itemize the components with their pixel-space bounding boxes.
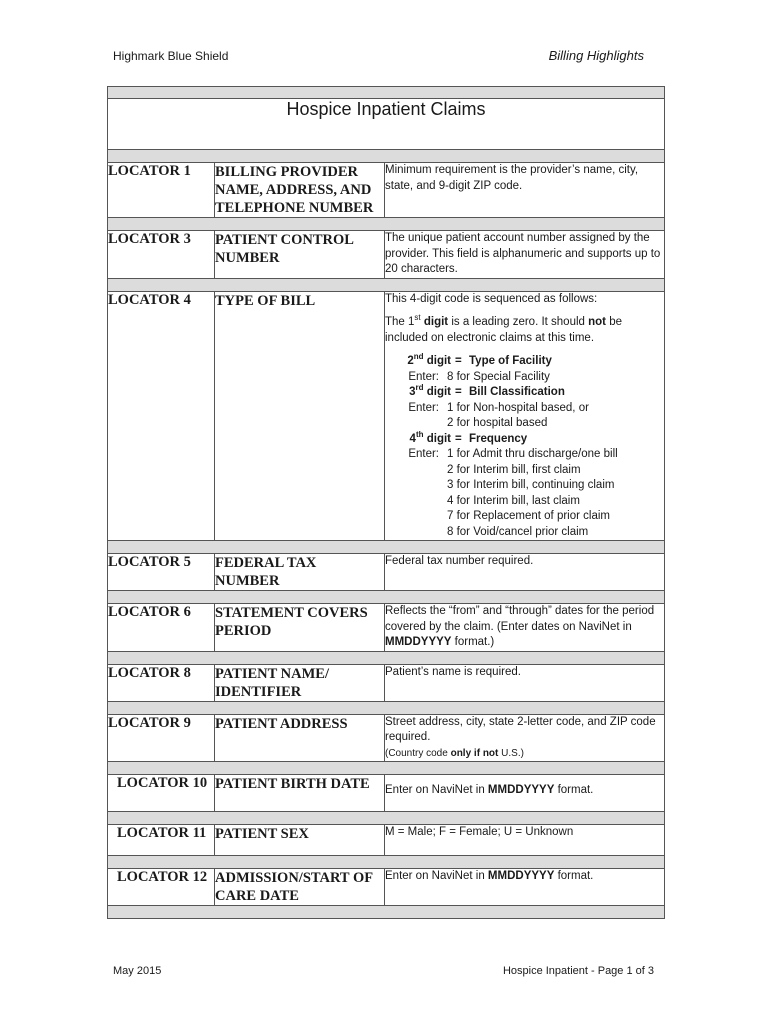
field-description: Enter on NaviNet in MMDDYYYY format. <box>385 868 665 905</box>
locator-label: LOCATOR 6 <box>108 604 215 652</box>
table-row <box>108 664 665 701</box>
table-row <box>108 163 665 218</box>
digit-entry: Enter: 1 for Admit thru discharge/one bill <box>408 448 618 460</box>
locator-label: LOCATOR 5 <box>108 554 215 591</box>
field-description: M = Male; F = Female; U = Unknown <box>385 824 665 855</box>
field-name: BILLING PROVIDER NAME, ADDRESS, AND TELEPHONE NUMBER <box>215 163 385 218</box>
locator-label: LOCATOR 3 <box>108 231 215 279</box>
digit-heading: 3rd digit = Bill Classification <box>409 383 565 398</box>
field-name: PATIENT NAME/ IDENTIFIER <box>215 664 385 701</box>
locator-label: LOCATOR 12 <box>108 868 215 905</box>
digit-heading: 2nd digit = Type of Facility <box>407 352 552 367</box>
type-of-bill-intro: This 4-digit code is sequenced as follows: <box>385 292 598 305</box>
locator-label: LOCATOR 11 <box>108 824 215 855</box>
header-left: Highmark Blue Shield <box>113 49 229 63</box>
field-description: Minimum requirement is the provider’s name, city, state, and 9-digit ZIP code. <box>385 163 665 218</box>
field-name: STATEMENT COVERS PERIOD <box>215 604 385 652</box>
table-row <box>108 291 665 541</box>
table-row <box>108 604 665 652</box>
locator-label: LOCATOR 9 <box>108 714 215 762</box>
field-description: Enter on NaviNet in MMDDYYYY format. <box>385 775 665 812</box>
field-name: ADMISSION/START OF CARE DATE <box>215 868 385 905</box>
field-name: PATIENT SEX <box>215 824 385 855</box>
field-description: Federal tax number required. <box>385 554 665 591</box>
digit-entry: 7 for Replacement of prior claim <box>447 510 610 522</box>
table-row <box>108 554 665 591</box>
field-name: PATIENT ADDRESS <box>215 714 385 762</box>
digit-entry: Enter: 8 for Special Facility <box>408 370 550 383</box>
field-description: Patient’s name is required. <box>385 664 665 701</box>
table-row <box>108 824 665 855</box>
footer-right: Hospice Inpatient - Page 1 of 3 <box>502 965 654 977</box>
digit-entry: 4 for Interim bill, last claim <box>447 494 580 507</box>
country-code-note: (Country code only if not U.S.) <box>385 747 524 759</box>
field-description: The unique patient account number assigned by the provider. This field is alphanumeric and supports up to 20 characters. <box>385 231 665 279</box>
page-title: Hospice Inpatient Claims <box>108 99 665 150</box>
locator-label: LOCATOR 8 <box>108 664 215 701</box>
field-description <box>385 291 665 541</box>
digit-entry: 2 for hospital based <box>447 417 548 429</box>
field-name: PATIENT BIRTH DATE <box>215 775 385 812</box>
table-row <box>108 231 665 279</box>
digit-entry: 8 for Void/cancel prior claim <box>447 525 589 538</box>
field-description: Street address, city, state 2-letter code, and ZIP code required. (Country code only if not U.S.) <box>385 714 665 762</box>
field-name: PATIENT CONTROL NUMBER <box>215 231 385 279</box>
digit-heading: 4th digit = Frequency <box>409 429 528 445</box>
footer-left: May 2015 <box>113 965 162 977</box>
table-row <box>108 775 665 812</box>
locator-label: LOCATOR 10 <box>108 775 215 812</box>
digit-entry: 2 for Interim bill, first claim <box>447 463 581 476</box>
field-name: FEDERAL TAX NUMBER <box>215 554 385 591</box>
field-name: TYPE OF BILL <box>215 291 385 541</box>
header-right: Billing Highlights <box>548 48 644 63</box>
table-row <box>108 868 665 905</box>
claims-table <box>107 86 665 919</box>
table-row <box>108 714 665 762</box>
locator-label: LOCATOR 1 <box>108 163 215 218</box>
digit-entry: 3 for Interim bill, continuing claim <box>447 479 615 491</box>
first-digit-note: The 1st digit is a leading zero. It should not be included on electronic claims at this time. <box>385 313 623 344</box>
digit-entry: Enter: 1 for Non-hospital based, or <box>408 401 589 414</box>
locator-label: LOCATOR 4 <box>108 291 215 541</box>
digit-codes <box>385 354 664 540</box>
field-description: Reflects the “from” and “through” dates for the period covered by the claim. (Enter dates on NaviNet in MMDDYYYY format.) <box>385 604 665 652</box>
